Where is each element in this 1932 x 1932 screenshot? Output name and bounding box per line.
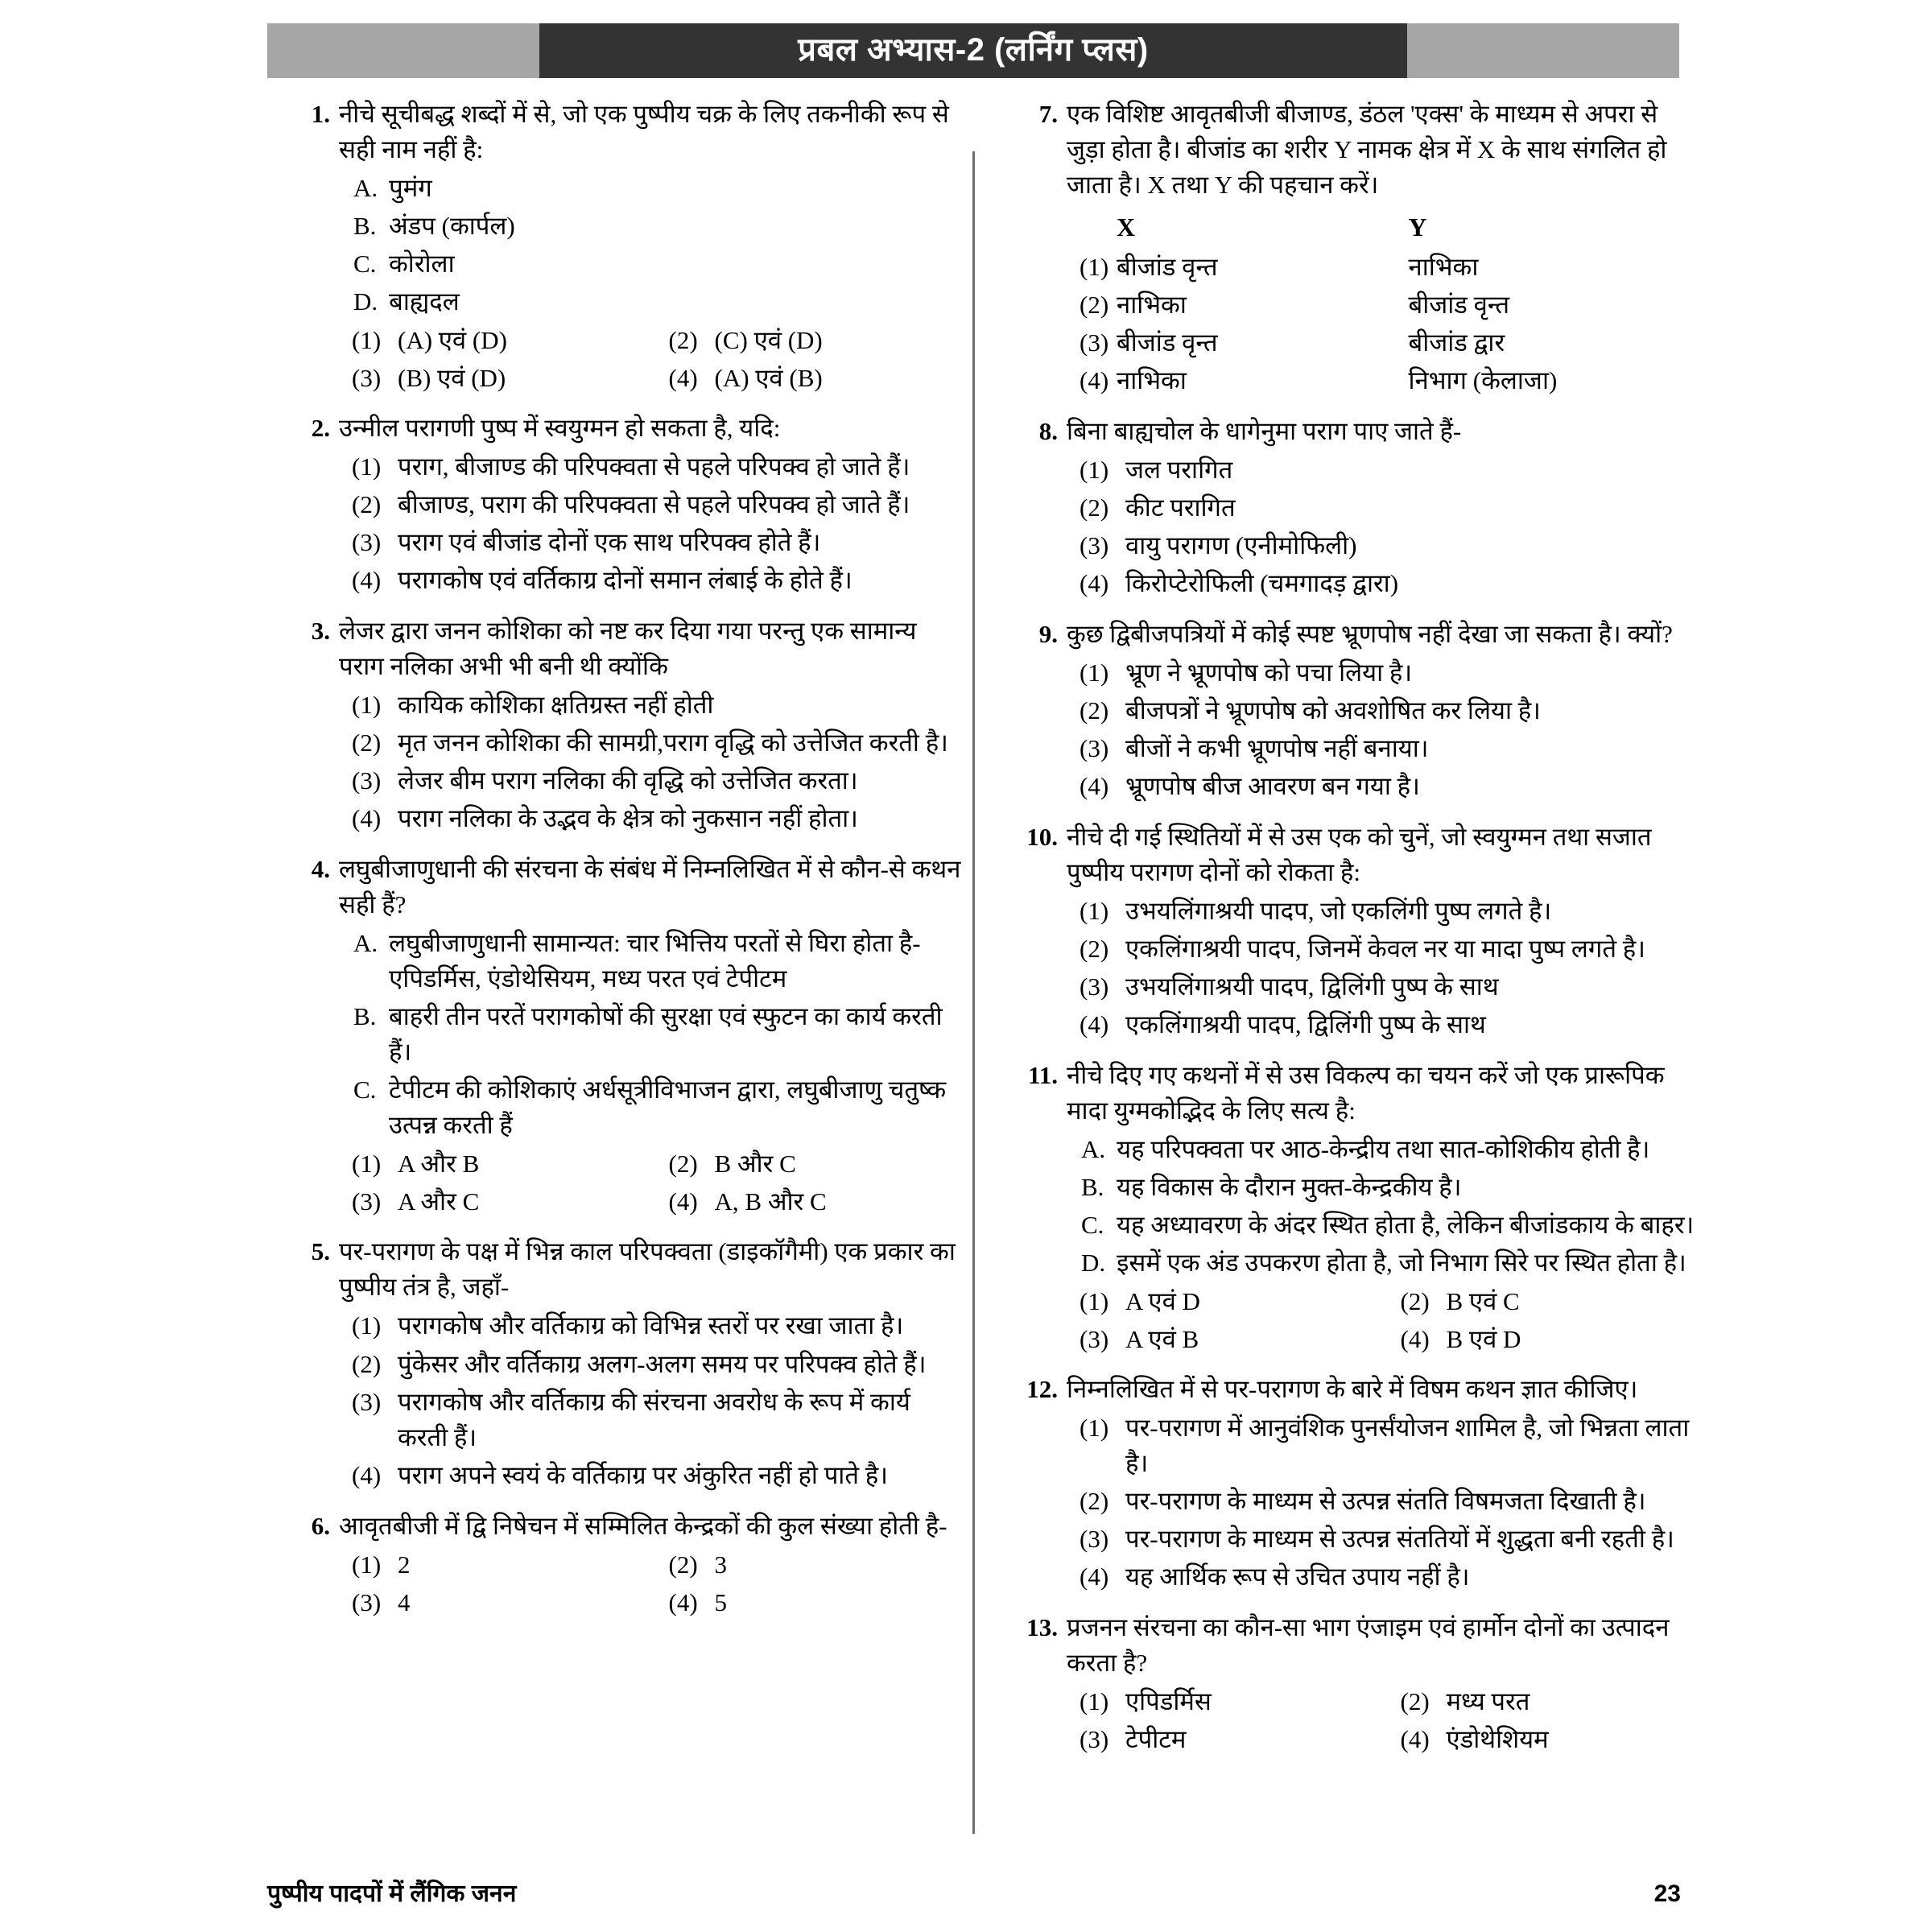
question-number: 7. — [1038, 100, 1058, 128]
left-question-column — [296, 97, 964, 1635]
statement-text: बाहरी तीन परतें परागकोषों की सुरक्षा एवं स्फुटन का कार्य करती हैं। — [389, 1002, 943, 1067]
option-text: एपिडर्मिस — [1125, 1687, 1212, 1716]
option-key: (4) — [668, 364, 698, 393]
option-text: पराग नलिका के उद्भव के क्षेत्र को नुकसान नहीं होता। — [398, 804, 858, 833]
option-text: पराग, बीजाण्ड की परिपक्वता से पहले परिपक्व हो जाते हैं। — [398, 452, 910, 481]
option-key: (1) — [352, 1311, 382, 1340]
question-body — [339, 1509, 964, 1622]
option-text: पर-परागण के माध्यम से उत्पन्न संततियों में शुद्धता बनी रहती है। — [1125, 1525, 1674, 1554]
option-key: (2) — [1080, 934, 1109, 963]
statement-text: बाह्यदल — [389, 287, 460, 316]
question-block — [1024, 97, 1700, 401]
option-row[interactable] — [1067, 731, 1700, 766]
question-block — [1024, 617, 1700, 807]
xy-header-y: Y — [1408, 213, 1427, 242]
statement-key: B. — [1081, 1173, 1104, 1201]
option-row[interactable] — [1067, 566, 1700, 601]
option-text: बीजाण्ड, पराग की परिपक्वता से पहले परिपक्व हो जाते हैं। — [398, 490, 910, 519]
option-text: (A) एवं (D) — [398, 326, 507, 355]
option-row[interactable] — [1067, 1484, 1700, 1519]
question-number: 3. — [311, 617, 330, 646]
option-key: (3) — [352, 364, 382, 393]
option-row[interactable] — [1067, 1521, 1700, 1557]
option-key: (1) — [352, 1150, 382, 1179]
question-block — [296, 613, 964, 839]
xy-option-y-value: नाभिका — [1408, 252, 1479, 281]
xy-option-x-value: बीजांड वृन्त — [1117, 328, 1218, 357]
option-row[interactable] — [1067, 452, 1700, 488]
question-body — [1067, 97, 1700, 401]
xy-option-key: (1) — [1080, 252, 1109, 281]
statement-text: यह विकास के दौरान मुक्त-केन्द्रकीय है। — [1117, 1173, 1462, 1201]
option-text: A और C — [398, 1187, 480, 1216]
option-row[interactable] — [1067, 769, 1700, 804]
option-key: (3) — [352, 1387, 382, 1416]
xy-option-row[interactable] — [1067, 325, 1700, 361]
option-text: पर-परागण के माध्यम से उत्पन्न संतति विषमजता दिखाती है। — [1125, 1487, 1646, 1516]
option-row[interactable] — [1388, 1684, 1701, 1719]
option-text: (A) एवं (B) — [714, 364, 823, 393]
statement-row — [339, 208, 964, 244]
option-row[interactable] — [1067, 1722, 1380, 1757]
option-key: (2) — [1080, 696, 1109, 724]
option-row[interactable] — [656, 361, 965, 396]
xy-option-y-value: बीजांड वृन्त — [1408, 290, 1510, 319]
statement-row — [1067, 1208, 1700, 1243]
option-text: कायिक कोशिका क्षतिग्रस्त नहीं होती — [398, 691, 714, 720]
question-body — [339, 852, 964, 1221]
option-row[interactable] — [1388, 1284, 1701, 1319]
option-text: परागकोष एवं वर्तिकाग्र दोनों समान लंबाई के होते हैं। — [398, 566, 852, 595]
question-text: आवृतबीजी में द्वि निषेचन में सम्मिलित केन्द्रकों की कुल संख्या होती है- — [339, 1511, 947, 1540]
option-key: (4) — [352, 804, 382, 833]
option-row[interactable] — [339, 1184, 648, 1220]
option-key: (3) — [1080, 972, 1109, 1001]
option-row[interactable] — [339, 1547, 648, 1583]
option-text: A एवं D — [1125, 1287, 1200, 1316]
option-text: एंडोथेशियम — [1446, 1725, 1549, 1754]
option-text: परागकोष और वर्तिकाग्र को विभिन्न स्तरों पर रखा जाता है। — [398, 1311, 904, 1340]
question-number: 12. — [1026, 1375, 1058, 1404]
option-key: (4) — [1080, 771, 1109, 800]
xy-option-row[interactable] — [1067, 287, 1700, 323]
option-row[interactable] — [656, 1585, 965, 1620]
question-number: 10. — [1026, 822, 1058, 851]
option-row[interactable] — [1067, 528, 1700, 564]
question-body — [1067, 819, 1700, 1045]
statement-key: C. — [353, 250, 377, 279]
statement-text: कोरोला — [389, 250, 455, 279]
option-text: मध्य परत — [1446, 1687, 1530, 1716]
question-number: 6. — [311, 1511, 330, 1540]
question-block — [296, 1234, 964, 1495]
question-text: एक विशिष्ट आवृतबीजी बीजाण्ड, डंठल 'एक्स' के माध्यम से अपरा से जुड़ा होता है। बीजांड का शरीर Y नामक क्षेत्र में X के साथ संगलित हो जाता है। X तथा Y की पहचान करें। — [1067, 100, 1667, 200]
question-block — [296, 852, 964, 1221]
option-text: (C) एवं (D) — [714, 326, 823, 355]
question-text: लेजर द्वारा जनन कोशिका को नष्ट कर दिया गया परन्तु एक सामान्य पराग नलिका अभी भी बनी थी क्योंकि — [339, 617, 917, 681]
option-key: (2) — [1080, 1487, 1109, 1516]
xy-option-key: (4) — [1080, 365, 1109, 394]
statement-list — [1067, 1132, 1700, 1281]
option-key: (2) — [1080, 493, 1109, 522]
option-key: (1) — [1080, 658, 1109, 687]
option-row[interactable] — [339, 449, 964, 485]
option-text: भ्रूण ने भ्रूणपोष को पचा लिया है। — [1125, 658, 1413, 687]
option-key: (1) — [1080, 1287, 1109, 1316]
statement-row — [339, 246, 964, 282]
question-number: 1. — [311, 100, 330, 128]
option-key: (1) — [1080, 455, 1109, 484]
question-body — [1067, 1610, 1700, 1759]
option-row[interactable] — [656, 1146, 965, 1182]
option-text: टेपीटम — [1125, 1725, 1187, 1754]
option-row[interactable] — [1067, 1684, 1380, 1719]
xy-option-row[interactable] — [1067, 363, 1700, 398]
statement-row — [339, 1072, 964, 1143]
option-row[interactable] — [1067, 655, 1700, 691]
option-key: (1) — [1080, 1414, 1109, 1443]
option-list — [339, 1146, 964, 1220]
question-number: 2. — [311, 414, 330, 443]
statement-row — [339, 999, 964, 1070]
option-key: (3) — [352, 766, 382, 795]
option-text: पर-परागण में आनुवंशिक पुनर्संयोजन शामिल है, जो भिन्नता लाता है। — [1125, 1414, 1690, 1478]
option-row[interactable] — [339, 487, 964, 522]
option-text: बीजों ने कभी भ्रूणपोष नहीं बनाया। — [1125, 733, 1429, 762]
option-text: एकलिंगाश्रयी पादप, द्विलिंगी पुष्प के साथ — [1125, 1009, 1486, 1038]
question-body — [339, 1234, 964, 1495]
question-block — [1024, 414, 1700, 604]
statement-key: D. — [353, 287, 378, 316]
option-list — [339, 323, 964, 396]
question-block — [1024, 1372, 1700, 1597]
option-key: (2) — [352, 1349, 382, 1378]
question-block — [1024, 1610, 1700, 1759]
option-row[interactable] — [1067, 969, 1700, 1005]
footer-page-number: 23 — [1653, 1880, 1681, 1907]
option-row[interactable] — [339, 525, 964, 560]
question-block — [1024, 1058, 1700, 1359]
question-block — [296, 411, 964, 601]
xy-option-y-value: बीजांड द्वार — [1408, 328, 1505, 357]
column-divider — [972, 151, 975, 1834]
option-list — [1067, 1410, 1700, 1595]
statement-list — [339, 926, 964, 1143]
statement-text: टेपीटम की कोशिकाएं अर्धसूत्रीविभाजन द्वारा, लघुबीजाणु चतुष्क उत्पन्न करती हैं — [389, 1075, 947, 1140]
option-key: (1) — [352, 691, 382, 720]
option-key: (4) — [668, 1587, 698, 1616]
option-row[interactable] — [1388, 1322, 1701, 1357]
option-key: (2) — [352, 490, 382, 519]
statement-text: इसमें एक अंड उपकरण होता है, जो निभाग सिरे पर स्थित होता है। — [1117, 1249, 1686, 1278]
statement-text: यह परिपक्वता पर आठ-केन्द्रीय तथा सात-कोशिकीय होती है। — [1117, 1134, 1650, 1163]
statement-key: B. — [353, 212, 377, 241]
question-number: 13. — [1026, 1613, 1058, 1642]
option-row[interactable] — [1388, 1722, 1701, 1757]
option-key: (2) — [668, 1550, 698, 1579]
page-header-banner — [267, 23, 1679, 78]
option-text: भ्रूणपोष बीज आवरण बन गया है। — [1125, 771, 1420, 800]
statement-text: लघुबीजाणुधानी सामान्यत: चार भित्तिय परतों से घिरा होता है- एपिडर्मिस, एंडोथेसियम, मध्य परत एवं टेपीटम — [389, 929, 921, 993]
option-row[interactable] — [339, 725, 964, 761]
option-key: (4) — [1080, 568, 1109, 597]
xy-option-x-value: नाभिका — [1117, 290, 1187, 319]
option-text: पराग अपने स्वयं के वर्तिकाग्र पर अंकुरित नहीं हो पाते है। — [398, 1460, 888, 1489]
option-text: A और B — [398, 1150, 480, 1179]
option-list — [339, 1547, 964, 1620]
page-footer — [267, 1876, 1681, 1909]
option-text: पराग एवं बीजांड दोनों एक साथ परिपक्व होते हैं। — [398, 528, 821, 557]
xy-option-key: (3) — [1080, 328, 1109, 357]
statement-list — [339, 171, 964, 320]
option-row[interactable] — [1067, 1559, 1700, 1595]
option-text: किरोप्टेरोफिली (चमगादड़ द्वारा) — [1125, 568, 1399, 597]
banner-left-bar — [267, 23, 539, 78]
option-row[interactable] — [339, 687, 964, 723]
right-question-column — [1024, 97, 1700, 1772]
question-number: 9. — [1038, 619, 1058, 648]
option-key: (1) — [1080, 896, 1109, 925]
question-text: लघुबीजाणुधानी की संरचना के संबंध में निम्नलिखित में से कौन-से कथन सही हैं? — [339, 855, 961, 919]
option-list — [1067, 1684, 1700, 1757]
question-text: निम्नलिखित में से पर-परागण के बारे में विषम कथन ज्ञात कीजिए। — [1067, 1375, 1638, 1404]
question-text: नीचे सूचीबद्ध शब्दों में से, जो एक पुष्पीय चक्र के लिए तकनीकी रूप से सही नाम नहीं है: — [339, 100, 949, 164]
footer-chapter-title: पुष्पीय पादपों में लैंगिक जनन — [267, 1880, 517, 1907]
option-row[interactable] — [1067, 693, 1700, 729]
question-body — [339, 97, 964, 398]
option-row[interactable] — [656, 323, 965, 358]
option-key: (2) — [668, 326, 698, 355]
question-number: 11. — [1027, 1060, 1058, 1089]
option-key: (3) — [352, 528, 382, 557]
option-text: मृत जनन कोशिका की सामग्री,पराग वृद्धि को उत्तेजित करती है। — [398, 729, 948, 758]
option-text: उभयलिंगाश्रयी पादप, द्विलिंगी पुष्प के साथ — [1125, 972, 1499, 1001]
option-row[interactable] — [339, 801, 964, 836]
option-key: (3) — [1080, 1725, 1109, 1754]
option-key: (4) — [1400, 1325, 1430, 1354]
option-row[interactable] — [1067, 1007, 1700, 1042]
option-text: उभयलिंगाश्रयी पादप, जो एकलिंगी पुष्प लगते है। — [1125, 896, 1552, 925]
statement-row — [1067, 1170, 1700, 1205]
option-text: वायु परागण (एनीमोफिली) — [1125, 530, 1357, 559]
option-key: (4) — [352, 566, 382, 595]
xy-option-row[interactable] — [1067, 250, 1700, 285]
option-row[interactable] — [1067, 894, 1700, 929]
statement-text: अंडप (कार्पल) — [389, 212, 515, 241]
option-key: (1) — [352, 1550, 382, 1579]
option-text: B एवं D — [1446, 1325, 1521, 1354]
option-list — [1067, 452, 1700, 601]
question-text: नीचे दिए गए कथनों में से उस विकल्प का चयन करें जो एक प्रारूपिक मादा युग्मकोद्भिद के लिए सत्य है: — [1067, 1060, 1665, 1125]
option-list — [339, 687, 964, 836]
option-list — [339, 449, 964, 598]
question-text: कुछ द्विबीजपत्रियों में कोई स्पष्ट भ्रूणपोष नहीं देखा जा सकता है। क्यों? — [1067, 619, 1673, 648]
option-row[interactable] — [339, 1585, 648, 1620]
option-row[interactable] — [1067, 1410, 1700, 1481]
option-text: पुंकेसर और वर्तिकाग्र अलग-अलग समय पर परिपक्व होते हैं। — [398, 1349, 927, 1378]
option-key: (1) — [352, 452, 382, 481]
question-block — [296, 97, 964, 398]
option-key: (2) — [1400, 1287, 1430, 1316]
option-text: जल परागित — [1125, 455, 1233, 484]
statement-text: यह अध्यावरण के अंदर स्थित होता है, लेकिन बीजांडकाय के बाहर। — [1117, 1211, 1695, 1240]
question-body — [1067, 1372, 1700, 1597]
option-key: (1) — [1080, 1687, 1109, 1716]
option-row[interactable] — [656, 1547, 965, 1583]
statement-key: D. — [1081, 1249, 1106, 1278]
question-text: पर-परागण के पक्ष में भिन्न काल परिपक्वता (डाइकॉगैमी) एक प्रकार का पुष्पीय तंत्र है, जहाँ- — [339, 1237, 956, 1302]
question-body — [1067, 617, 1700, 807]
option-text: 4 — [398, 1587, 411, 1616]
question-number: 4. — [311, 855, 330, 884]
option-text: बीजपत्रों ने भ्रूणपोष को अवशोषित कर लिया है। — [1125, 696, 1541, 724]
option-row[interactable] — [339, 1347, 964, 1382]
question-text: उन्मील परागणी पुष्प में स्वयुग्मन हो सकता है, यदि: — [339, 414, 781, 443]
xy-option-x-value: बीजांड वृन्त — [1117, 252, 1218, 281]
option-text: A, B और C — [714, 1187, 827, 1216]
statement-key: A. — [353, 929, 378, 958]
option-text: यह आर्थिक रूप से उचित उपाय नहीं है। — [1125, 1563, 1470, 1591]
question-text: नीचे दी गई स्थितियों में से उस एक को चुनें, जो स्वयुग्मन तथा सजात पुष्पीय परागण दोनों को रोकता है: — [1067, 822, 1652, 886]
statement-row — [1067, 1245, 1700, 1281]
option-list — [339, 1308, 964, 1492]
option-key: (3) — [1080, 733, 1109, 762]
option-row[interactable] — [1067, 490, 1700, 526]
option-text: 3 — [714, 1550, 727, 1579]
option-row[interactable] — [339, 1385, 964, 1455]
option-key: (2) — [352, 729, 382, 758]
option-text: परागकोष और वर्तिकाग्र की संरचना अवरोध के रूप में कार्य करती हैं। — [398, 1387, 910, 1451]
statement-key: B. — [353, 1002, 377, 1031]
option-key: (3) — [1080, 1325, 1109, 1354]
option-text: B और C — [714, 1150, 796, 1179]
xy-option-x-value: नाभिका — [1117, 365, 1187, 394]
option-row[interactable] — [339, 563, 964, 598]
statement-row — [1067, 1132, 1700, 1167]
option-text: कीट परागित — [1125, 493, 1236, 522]
option-key: (2) — [1400, 1687, 1430, 1716]
option-row[interactable] — [339, 1308, 964, 1344]
option-text: 2 — [398, 1550, 411, 1579]
option-list — [1067, 655, 1700, 804]
banner-title-plate — [539, 23, 1407, 78]
statement-key: A. — [353, 174, 378, 203]
option-key: (2) — [668, 1150, 698, 1179]
option-text: A एवं B — [1125, 1325, 1199, 1354]
banner-title-text: प्रबल अभ्यास-2 (लर्निंग प्लस) — [798, 31, 1149, 68]
option-row[interactable] — [339, 763, 964, 799]
xy-header-row — [1067, 211, 1700, 245]
statement-row — [339, 171, 964, 206]
question-text: बिना बाह्यचोल के धागेनुमा पराग पाए जाते हैं- — [1067, 416, 1462, 445]
statement-row — [339, 284, 964, 320]
option-key: (4) — [668, 1187, 698, 1216]
option-key: (3) — [1080, 530, 1109, 559]
statement-key: A. — [1081, 1134, 1106, 1163]
question-body — [1067, 1058, 1700, 1359]
option-text: एकलिंगाश्रयी पादप, जिनमें केवल नर या मादा पुष्प लगते है। — [1125, 934, 1645, 963]
xy-option-key: (2) — [1080, 290, 1109, 319]
statement-key: C. — [1081, 1211, 1104, 1240]
option-key: (4) — [1080, 1563, 1109, 1591]
option-key: (3) — [1080, 1525, 1109, 1554]
question-block — [296, 1509, 964, 1622]
option-text: लेजर बीम पराग नलिका की वृद्धि को उत्तेजित करता। — [398, 766, 858, 795]
option-text: (B) एवं (D) — [398, 364, 506, 393]
option-key: (4) — [1400, 1725, 1430, 1754]
question-block — [1024, 819, 1700, 1045]
option-key: (3) — [352, 1187, 382, 1216]
option-key: (4) — [352, 1460, 382, 1489]
xy-header-spacer — [1067, 211, 1117, 245]
xy-option-y-value: निभाग (केलाजा) — [1408, 365, 1558, 394]
statement-key: C. — [353, 1075, 377, 1104]
question-body — [1067, 414, 1700, 604]
option-list — [1067, 894, 1700, 1042]
option-key: (3) — [352, 1587, 382, 1616]
option-row[interactable] — [339, 361, 648, 396]
question-number: 5. — [311, 1237, 330, 1266]
question-text: प्रजनन संरचना का कौन-सा भाग एंजाइम एवं हार्मोन दोनों का उत्पादन करता है? — [1067, 1613, 1670, 1678]
option-key: (1) — [352, 326, 382, 355]
option-row[interactable] — [339, 1146, 648, 1182]
option-list — [1067, 1284, 1700, 1357]
banner-right-bar — [1407, 23, 1679, 78]
option-row[interactable] — [1067, 1322, 1380, 1357]
option-text: 5 — [714, 1587, 727, 1616]
question-number: 8. — [1038, 416, 1058, 445]
statement-text: पुमंग — [389, 174, 432, 203]
xy-header-x: X — [1117, 213, 1136, 242]
option-text: B एवं C — [1446, 1287, 1520, 1316]
option-row[interactable] — [656, 1184, 965, 1220]
option-row[interactable] — [1067, 1284, 1380, 1319]
option-key: (4) — [1080, 1009, 1109, 1038]
question-body — [339, 411, 964, 601]
question-body — [339, 613, 964, 839]
option-row[interactable] — [339, 323, 648, 358]
statement-row — [339, 926, 964, 997]
option-row[interactable] — [339, 1458, 964, 1493]
option-row[interactable] — [1067, 931, 1700, 967]
